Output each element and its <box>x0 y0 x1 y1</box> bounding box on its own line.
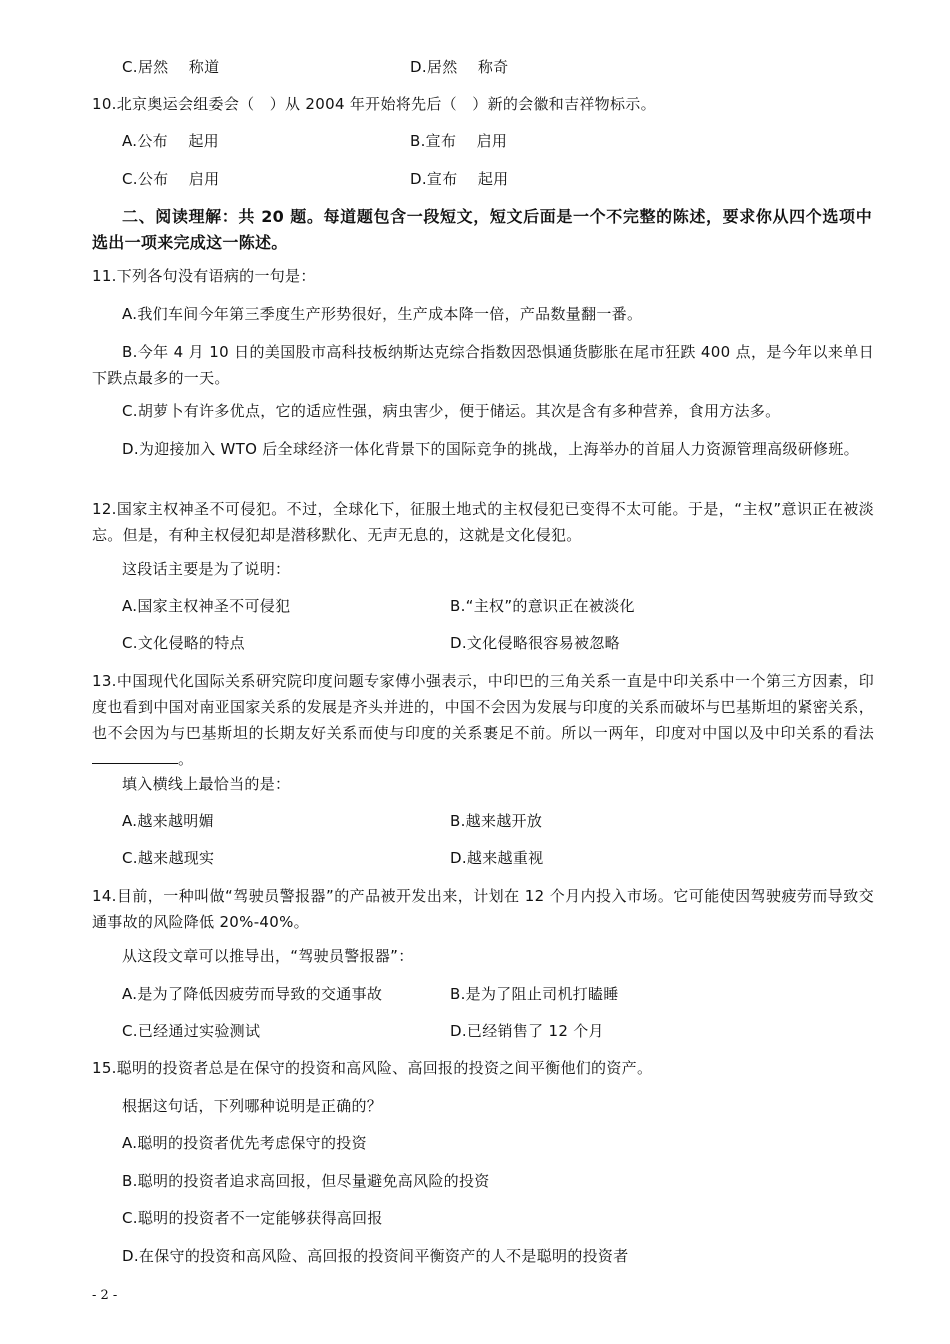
q9-option-d: D.居然 称奇 <box>410 58 509 76</box>
q10-stem: 10.北京奥运会组委会（ ）从 2004 年开始将先后（ ）新的会徽和吉祥物标示。 <box>92 95 656 113</box>
q14-option-c: C.已经通过实验测试 <box>122 1022 261 1040</box>
q14-option-d: D.已经销售了 12 个月 <box>450 1022 604 1040</box>
q15-prompt: 根据这句话，下列哪种说明是正确的？ <box>122 1097 383 1115</box>
q13-option-c: C.越来越现实 <box>122 849 215 867</box>
q15-option-b: B.聪明的投资者追求高回报，但尽量避免高风险的投资 <box>122 1172 490 1190</box>
q10-option-a: A.公布 起用 <box>122 132 219 150</box>
q15-option-a: A.聪明的投资者优先考虑保守的投资 <box>122 1134 367 1152</box>
q14-option-b: B.是为了阻止司机打瞌睡 <box>450 985 619 1003</box>
q13-stem-text: 13.中国现代化国际关系研究院印度问题专家傅小强表示，中印巴的三角关系一直是中印关系中一个第三方因素，印度也看到中国对南亚国家关系的发展是齐头并进的，中国不会因为发展与印度的关系而破坏与巴基斯坦的紧密关系，也不会因为与巴基斯坦的长期友好关系而使与印度的关系裹足不前。所以一两年，印度对中国以及中印关系的看法 <box>92 672 874 742</box>
q15-stem: 15.聪明的投资者总是在保守的投资和高风险、高回报的投资之间平衡他们的资产。 <box>92 1059 653 1077</box>
q11-option-b: B.今年 4 月 10 日的美国股市高科技板纳斯达克综合指数因恐惧通货膨胀在尾市狂跌 400 点，是今年以来单日下跌点最多的一天。 <box>92 343 874 387</box>
q12-stem: 12.国家主权神圣不可侵犯。不过，全球化下，征服土地式的主权侵犯已变得不太可能。于是，“主权”意识正在被淡忘。但是，有种主权侵犯却是潜移默化、无声无息的，这就是文化侵犯。 <box>92 500 874 544</box>
q10-option-d: D.宣布 起用 <box>410 170 509 188</box>
q13-prompt: 填入横线上最恰当的是： <box>122 775 291 793</box>
q11-option-a: A.我们车间今年第三季度生产形势很好，生产成本降一倍，产品数量翻一番。 <box>122 305 643 323</box>
q14-option-a: A.是为了降低因疲劳而导致的交通事故 <box>122 985 383 1003</box>
q11-stem: 11.下列各句没有语病的一句是： <box>92 267 316 285</box>
q10-option-b: B.宣布 启用 <box>410 132 508 150</box>
q9-option-c: C.居然 称道 <box>122 58 220 76</box>
q11-option-d: D.为迎接加入 WTO 后全球经济一体化背景下的国际竞争的挑战，上海举办的首届人力资源管理高级研修班。 <box>122 440 859 458</box>
section2-heading: 二、阅读理解：共 20 题。每道题包含一段短文，短文后面是一个不完整的陈述，要求你从四个选项中选出一项来完成这一陈述。 <box>92 207 872 252</box>
q15-option-d: D.在保守的投资和高风险、高回报的投资间平衡资产的人不是聪明的投资者 <box>122 1247 629 1265</box>
q13-stem <box>92 668 874 772</box>
q11-option-c: C.胡萝卜有许多优点，它的适应性强，病虫害少，便于储运。其次是含有多种营养，食用方法多。 <box>122 402 781 420</box>
q14-prompt: 从这段文章可以推导出，“驾驶员警报器”： <box>122 947 414 965</box>
q15-option-c: C.聪明的投资者不一定能够获得高回报 <box>122 1209 383 1227</box>
q14-stem: 14.目前，一种叫做“驾驶员警报器”的产品被开发出来，计划在 12 个月内投入市场。它可能使因驾驶疲劳而导致交通事故的风险降低 20%-40%。 <box>92 887 874 931</box>
q13-blank <box>92 749 178 764</box>
q12-option-c: C.文化侵略的特点 <box>122 634 245 652</box>
q13-option-b: B.越来越开放 <box>450 812 543 830</box>
q13-stem-end: 。 <box>178 750 194 768</box>
q12-prompt: 这段话主要是为了说明： <box>122 560 291 578</box>
page-number: - 2 - <box>92 1288 118 1303</box>
q12-option-d: D.文化侵略很容易被忽略 <box>450 634 620 652</box>
q12-option-b: B.“主权”的意识正在被淡化 <box>450 597 635 615</box>
q10-option-c: C.公布 启用 <box>122 170 220 188</box>
q13-option-d: D.越来越重视 <box>450 849 544 867</box>
q12-option-a: A.国家主权神圣不可侵犯 <box>122 597 291 615</box>
q13-option-a: A.越来越明媚 <box>122 812 214 830</box>
